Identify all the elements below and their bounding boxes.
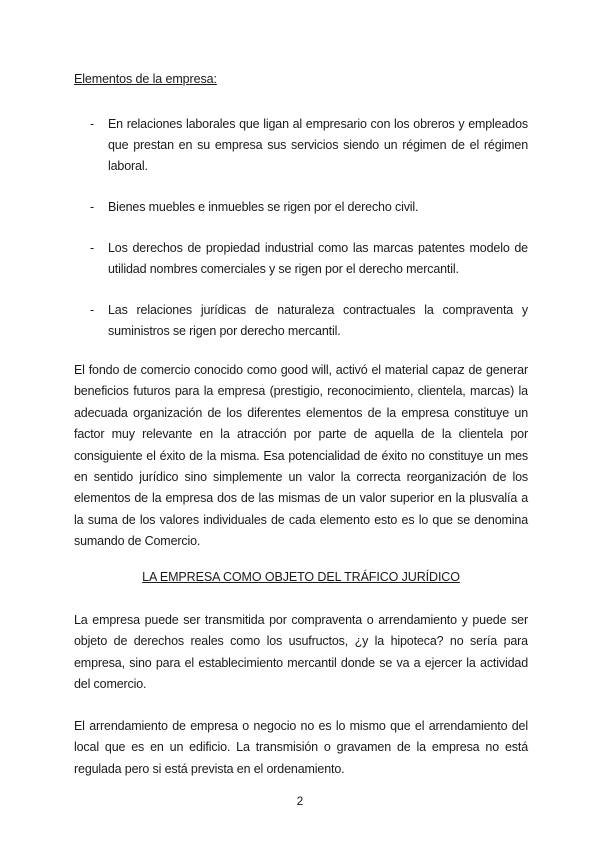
bullet-dash: - [90, 200, 95, 214]
paragraph-transmision: La empresa puede ser transmitida por compraventa o arrendamiento y puede ser objeto de derechos reales como los usufructos, ¿y la hipoteca? no sería para empresa, sino para el establecimiento mercantil donde se va a ejercer la actividad del comercio. [74, 613, 528, 692]
list-item-text: Las relaciones jurídicas de naturaleza contractuales la compraventa y suministros se rigen por derecho mercantil. [108, 303, 528, 338]
list-item [0, 114, 600, 177]
list-item [0, 197, 600, 218]
page-number: 2 [296, 794, 304, 808]
list-item [0, 238, 600, 280]
list-item-text: En relaciones laborales que ligan al empresario con los obreros y empleados que prestan en su empresa sus servicios siendo un régimen de el régimen laboral. [108, 117, 528, 173]
section-title-trafico-juridico: LA EMPRESA COMO OBJETO DEL TRÁFICO JURÍDICO [142, 570, 460, 584]
bullet-dash: - [90, 303, 95, 317]
paragraph-arrendamiento: El arrendamiento de empresa o negocio no es lo mismo que el arrendamiento del local que es en un edificio. La transmisión o gravamen de la empresa no está regulada pero si está prevista en el ordenamiento. [74, 719, 528, 776]
bullet-dash: - [90, 241, 95, 255]
bullet-dash: - [90, 117, 95, 131]
list-item [0, 300, 600, 342]
list-item-text: Bienes muebles e inmuebles se rigen por el derecho civil. [108, 200, 419, 214]
bullet-list [0, 114, 600, 362]
list-item-text: Los derechos de propiedad industrial como las marcas patentes modelo de utilidad nombres comerciales y se rigen por el derecho mercantil. [108, 241, 528, 276]
section-heading-elementos: Elementos de la empresa: [74, 72, 217, 86]
paragraph-fondo-de-comercio: El fondo de comercio conocido como good will, activó el material capaz de generar beneficios futuros para la empresa (prestigio, reconocimiento, clientela, marcas) la adecuada organización de los diferentes elementos de la empresa constituye un factor muy relevante en la atracción por parte de aquella de la clientela por consiguiente el éxito de la misma. Esa potencialidad de éxito no constituye un mes en sentido jurídico sino simplemente un valor la correcta reorganización de los elementos de la empresa dos de las mismas de un valor superior en la plusvalía a la suma de los valores individuales de cada elemento esto es lo que se denomina sumando de Comercio. [74, 363, 528, 549]
